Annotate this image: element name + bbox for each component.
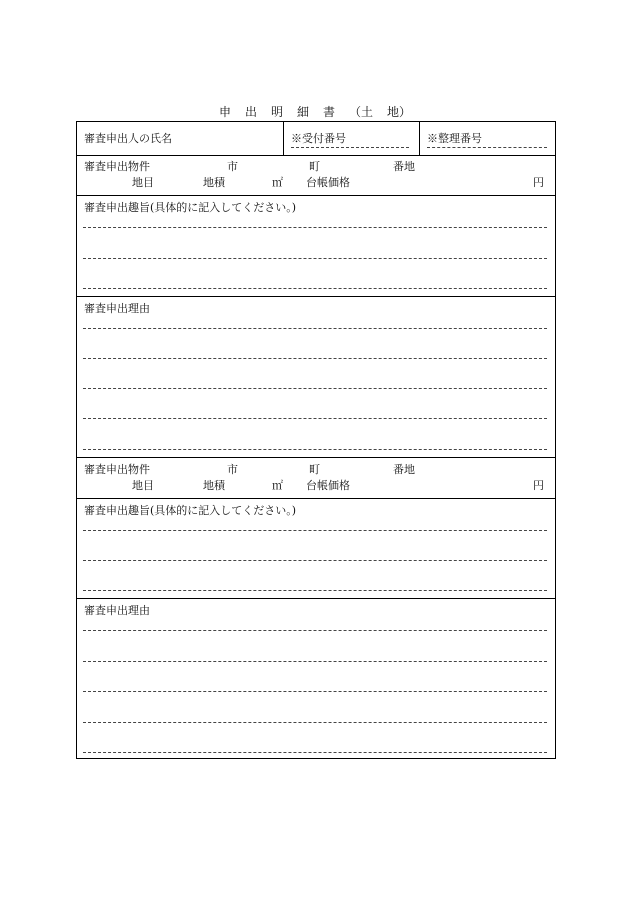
reason-line[interactable]	[83, 418, 547, 419]
city-label: 市	[227, 463, 238, 476]
title-char: 出	[244, 105, 257, 119]
application-form	[76, 121, 556, 759]
control-number-field[interactable]	[427, 147, 547, 148]
town-label: 町	[309, 160, 320, 173]
row-divider	[77, 195, 555, 196]
reason-line[interactable]	[83, 722, 547, 723]
ledger-value-label: 台帳価格	[306, 479, 350, 492]
reason-line[interactable]	[83, 388, 547, 389]
header-divider	[283, 122, 284, 155]
purpose-line[interactable]	[83, 288, 547, 289]
title-char: 書	[323, 105, 336, 119]
reason-line[interactable]	[83, 328, 547, 329]
reason-label: 審査申出理由	[84, 302, 150, 315]
document-title	[0, 103, 630, 120]
city-label: 市	[227, 160, 238, 173]
control-number-label: ※整理番号	[427, 132, 482, 145]
header-divider	[419, 122, 420, 155]
reason-line[interactable]	[83, 449, 547, 450]
reason-line[interactable]	[83, 630, 547, 631]
title-char: 地）	[387, 105, 412, 119]
purpose-label: 審査申出趣旨(具体的に記入してください。)	[84, 504, 297, 517]
reason-line[interactable]	[83, 691, 547, 692]
purpose-line[interactable]	[83, 560, 547, 561]
reason-line[interactable]	[83, 752, 547, 753]
row-divider	[77, 498, 555, 499]
yen-label: 円	[533, 479, 544, 492]
title-char: 細	[296, 105, 309, 119]
lot-number-label: 番地	[393, 463, 415, 476]
row-divider	[77, 457, 555, 458]
row-divider	[77, 598, 555, 599]
row-divider	[77, 296, 555, 297]
purpose-label: 審査申出趣旨(具体的に記入してください。)	[84, 201, 297, 214]
reason-line[interactable]	[83, 358, 547, 359]
title-char: 明	[270, 105, 283, 119]
purpose-line[interactable]	[83, 227, 547, 228]
land-category-label: 地目	[132, 176, 154, 189]
title-char: （土	[349, 105, 374, 119]
ledger-value-label: 台帳価格	[306, 176, 350, 189]
purpose-line[interactable]	[83, 590, 547, 591]
land-area-label: 地積	[203, 176, 225, 189]
receipt-number-label: ※受付番号	[291, 132, 346, 145]
purpose-line[interactable]	[83, 530, 547, 531]
area-unit-label: ㎡	[272, 479, 283, 492]
property-label: 審査申出物件	[84, 463, 150, 476]
lot-number-label: 番地	[393, 160, 415, 173]
area-unit-label: ㎡	[272, 176, 283, 189]
land-category-label: 地目	[132, 479, 154, 492]
applicant-name-label: 審査申出人の氏名	[84, 132, 172, 145]
reason-line[interactable]	[83, 661, 547, 662]
title-char: 申	[218, 105, 231, 119]
row-divider	[77, 155, 555, 156]
purpose-line[interactable]	[83, 258, 547, 259]
property-label: 審査申出物件	[84, 160, 150, 173]
yen-label: 円	[533, 176, 544, 189]
receipt-number-field[interactable]	[291, 147, 409, 148]
reason-label: 審査申出理由	[84, 604, 150, 617]
town-label: 町	[309, 463, 320, 476]
land-area-label: 地積	[203, 479, 225, 492]
